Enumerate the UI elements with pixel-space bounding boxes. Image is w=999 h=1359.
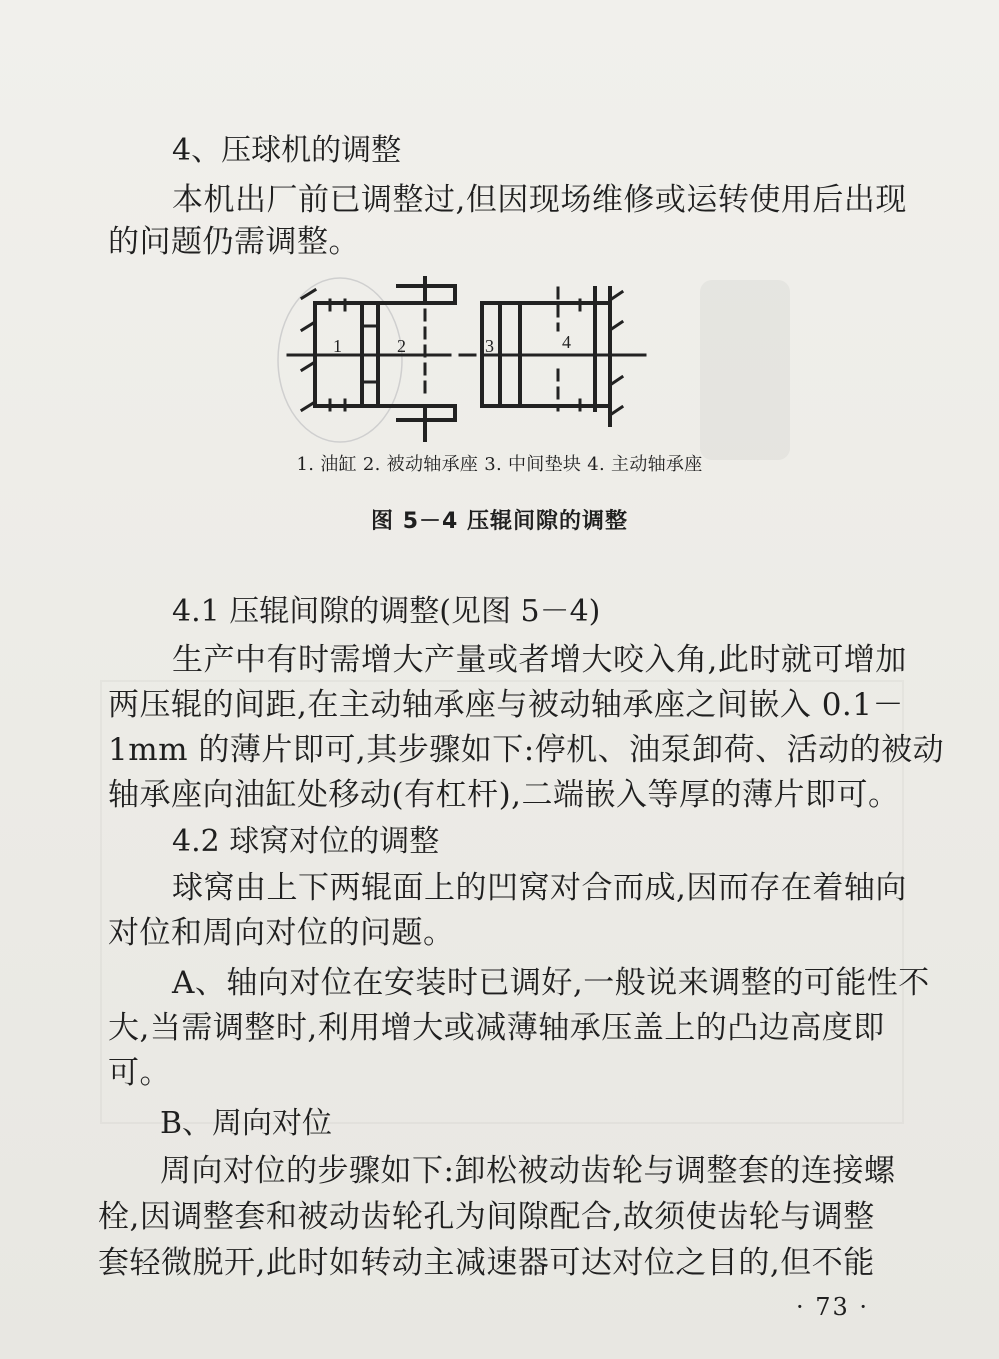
- paragraph-line: 生产中有时需增大产量或者增大咬入角,此时就可增加: [172, 642, 907, 678]
- paragraph-line: 套轻微脱开,此时如转动主减速器可达对位之目的,但不能: [98, 1245, 875, 1281]
- section-heading: 4.2 球窝对位的调整: [172, 824, 440, 859]
- figure-legend: 1. 油缸 2. 被动轴承座 3. 中间垫块 4. 主动轴承座: [296, 454, 703, 475]
- part-label: 1: [333, 336, 342, 356]
- paragraph-line: 1mm 的薄片即可,其步骤如下:停机、油泵卸荷、活动的被动: [108, 732, 945, 768]
- part-label: 2: [397, 336, 406, 356]
- paragraph-line: A、轴向对位在安装时已调好,一般说来调整的可能性不: [172, 965, 930, 1001]
- subsection-heading: B、周向对位: [160, 1106, 333, 1141]
- paragraph-line: 大,当需调整时,利用增大或减薄轴承压盖上的凸边高度即: [108, 1010, 885, 1046]
- paragraph-line: 本机出厂前已调整过,但因现场维修或运转使用后出现: [172, 182, 907, 218]
- paragraph-line: 周向对位的步骤如下:卸松被动齿轮与调整套的连接螺: [160, 1153, 896, 1189]
- roller-gap-diagram: [270, 270, 660, 450]
- paragraph-line: 球窝由上下两辊面上的凹窝对合而成,因而存在着轴向: [172, 870, 907, 906]
- paragraph-line: 的问题仍需调整。: [108, 224, 360, 260]
- figure-title: 图 5－4 压辊间隙的调整: [371, 509, 628, 534]
- paragraph-line: 栓,因调整套和被动齿轮孔为间隙配合,故须使齿轮与调整: [98, 1199, 875, 1235]
- section-heading: 4.1 压辊间隙的调整(见图 5－4): [172, 594, 601, 629]
- section-heading: 4、压球机的调整: [172, 133, 402, 168]
- paragraph-line: 可。: [108, 1055, 171, 1091]
- part-label: 3: [485, 336, 494, 356]
- page-number: · 73 ·: [795, 1293, 869, 1321]
- show-through-shadow: [700, 280, 790, 460]
- paragraph-line: 两压辊的间距,在主动轴承座与被动轴承座之间嵌入 0.1－: [108, 687, 905, 723]
- part-label: 4: [562, 332, 571, 352]
- paragraph-line: 对位和周向对位的问题。: [108, 915, 455, 951]
- paragraph-line: 轴承座向油缸处移动(有杠杆),二端嵌入等厚的薄片即可。: [108, 777, 900, 813]
